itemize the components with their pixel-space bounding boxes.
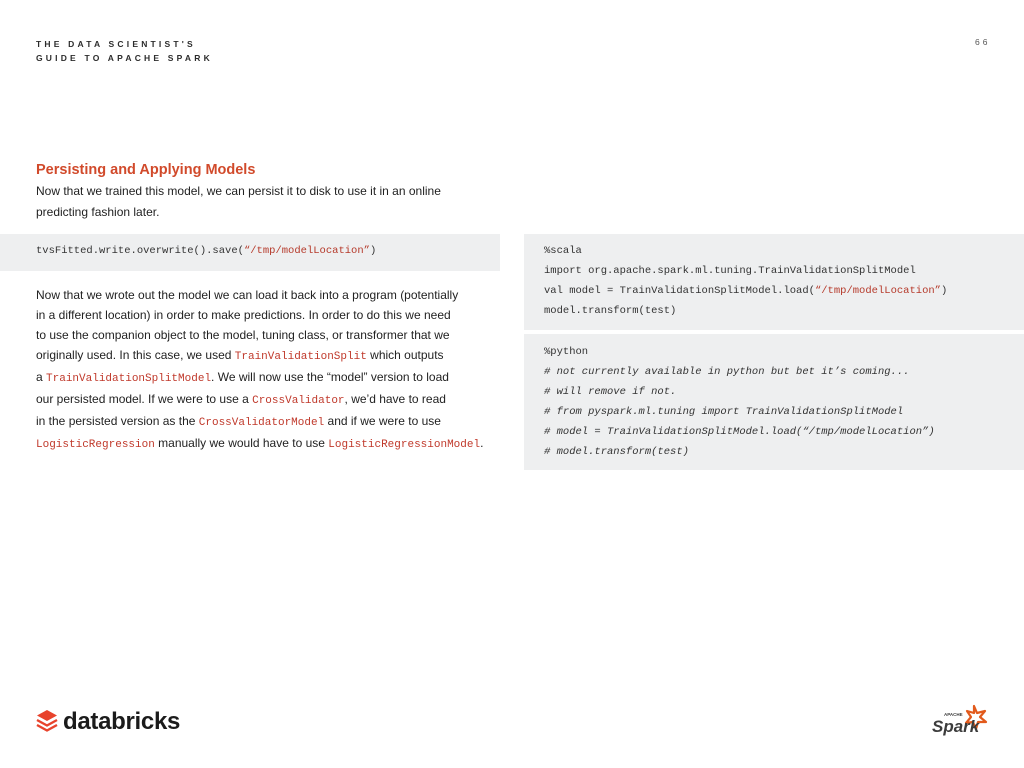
code-text: tvsFitted.write.overwrite().save(: [36, 245, 244, 257]
code-comment: # model = TrainValidationSplitModel.load(“/tmp/modelLocation”): [544, 426, 935, 438]
inline-code: TrainValidationSplit: [234, 351, 367, 363]
code-line: model.transform(test): [544, 305, 677, 317]
body-line: in a different location) in order to make predictions. In order to do this we need: [36, 308, 451, 322]
code-line: %scala: [544, 245, 582, 257]
book-title-line-2: GUIDE TO APACHE SPARK: [36, 53, 213, 63]
body-line: to use the companion object to the model, tuning class, or transformer that we: [36, 328, 450, 342]
code-text: ): [369, 245, 377, 257]
body-text: a: [36, 370, 47, 384]
body-text: .: [480, 436, 484, 450]
code-line: [544, 285, 947, 297]
inline-code: TrainValidationSplitModel: [46, 373, 212, 385]
inline-code: CrossValidator: [252, 395, 345, 407]
code-text: ): [940, 285, 948, 297]
code-text: val model = TrainValidationSplitModel.load(: [544, 285, 815, 297]
code-line: %python: [544, 346, 589, 358]
apache-spark-logo: [930, 704, 992, 738]
code-comment: # not currently available in python but bet it’s coming...: [544, 366, 910, 378]
code-string: “/tmp/modelLocation”: [814, 285, 941, 297]
body-text: manually we would have to use: [154, 436, 329, 450]
body-line: [36, 389, 506, 411]
section-heading: Persisting and Applying Models: [36, 162, 256, 178]
body-line: [36, 433, 506, 455]
databricks-logo-icon: [36, 709, 58, 735]
book-title: [36, 37, 213, 65]
body-line: Now that we wrote out the model we can load it back into a program (potentially: [36, 288, 459, 302]
intro-paragraph: Now that we trained this model, we can persist it to disk to use it in an online predicting fashion later.: [36, 184, 441, 219]
body-text: our persisted model. If we were to use a: [36, 392, 253, 406]
body-text: . We will now use the “model” version to load: [211, 370, 449, 384]
page-number: 66: [975, 37, 991, 47]
code-block-scala: [524, 234, 1024, 330]
code-comment: # model.transform(test): [544, 446, 689, 458]
inline-code: LogisticRegression: [36, 439, 155, 451]
code-line: import org.apache.spark.ml.tuning.TrainValidationSplitModel: [544, 265, 916, 277]
body-text: in the persisted version as the: [36, 414, 199, 428]
body-line: [36, 367, 506, 389]
code-comment: # will remove if not.: [544, 386, 677, 398]
code-string: “/tmp/modelLocation”: [243, 245, 370, 257]
body-line: [36, 345, 506, 367]
code-block-save: [0, 234, 500, 271]
databricks-logo: [36, 708, 180, 736]
book-title-line-1: THE DATA SCIENTIST'S: [36, 39, 196, 49]
body-text: and if we were to use: [324, 414, 441, 428]
body-text: originally used. In this case, we used: [36, 348, 235, 362]
inline-code: LogisticRegressionModel: [328, 439, 481, 451]
inline-code: CrossValidatorModel: [198, 417, 325, 429]
code-line: [36, 245, 376, 257]
body-line: [36, 411, 506, 433]
spark-logo-text: Spark: [932, 717, 980, 736]
code-block-python: [524, 334, 1024, 470]
body-text: which outputs: [366, 348, 444, 362]
body-text: , we’d have to read: [344, 392, 446, 406]
databricks-logo-text: databricks: [63, 708, 181, 735]
code-comment: # from pyspark.ml.tuning import TrainValidationSplitModel: [544, 406, 904, 418]
spark-logo-small-text: APACHE: [944, 712, 963, 717]
body-paragraph: [36, 285, 506, 455]
